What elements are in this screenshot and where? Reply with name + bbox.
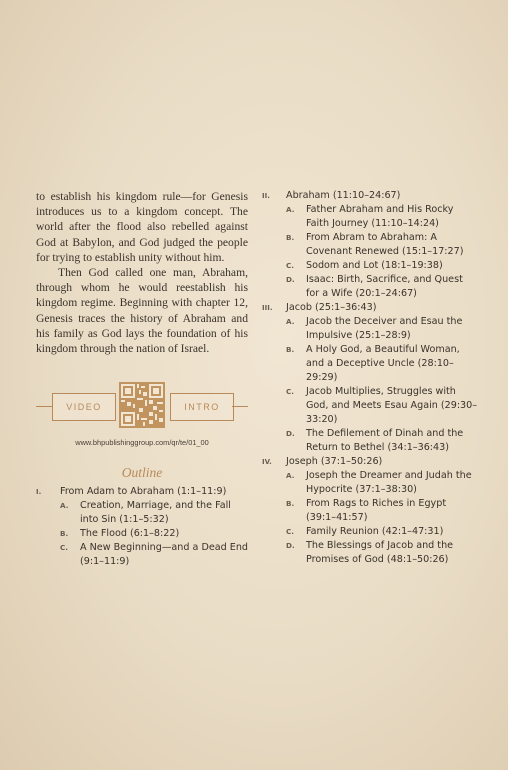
video-label: VIDEO [52, 393, 116, 421]
outline-letter: C. [60, 543, 69, 553]
outline-subitem [262, 539, 478, 567]
outline-letter: A. [286, 205, 295, 214]
outline-letter: D. [286, 429, 295, 438]
video-intro-banner[interactable] [36, 382, 248, 430]
outline-subitem-text: The Flood (6:1–8:22) [80, 528, 180, 540]
left-column [36, 189, 248, 569]
outline-item-1 [36, 485, 248, 499]
outline-letter: C. [286, 527, 295, 536]
outline-subitem-text: A New Beginning—and a Dead End (9:1–11:9) [80, 542, 248, 568]
outline-subitem [262, 525, 478, 539]
outline-subitem-text: The Blessings of Jacob and the Promises of God (48:1–50:26) [306, 540, 454, 565]
outline-section-3 [262, 301, 478, 455]
outline-subitem-text: A Holy God, a Beautiful Woman, and a Deceptive Uncle (28:10–29:29) [306, 344, 460, 383]
video-url[interactable]: www.bhpublishinggroup.com/qr/te/01_00 [75, 438, 209, 448]
outline-item-4 [262, 455, 478, 469]
intro-label: INTRO [170, 393, 234, 421]
outline-subitem-text: Jacob the Deceiver and Esau the Impulsive (25:1–28:9) [306, 316, 463, 341]
outline-numeral: III. [262, 304, 273, 312]
outline-letter: A. [286, 317, 295, 326]
outline-subitem [262, 343, 478, 385]
banner-line-right [232, 406, 248, 407]
outline-letter: D. [286, 541, 295, 550]
outline-section-2 [262, 189, 478, 301]
qr-code-icon[interactable] [119, 382, 165, 428]
right-column [262, 189, 478, 567]
outline-letter: D. [286, 275, 295, 284]
outline-letter: B. [60, 529, 69, 539]
outline-heading: Joseph (37:1–50:26) [286, 456, 383, 467]
outline-subitem [262, 273, 478, 301]
outline-subitem [262, 497, 478, 525]
outline-subitem-text: Jacob Multiplies, Struggles with God, and Meets Esau Again (29:30–33:20) [306, 386, 478, 425]
outline-subitem-text: Family Reunion (42:1–47:31) [306, 526, 444, 537]
outline-subitem-text: Father Abraham and His Rocky Faith Journey (11:10–14:24) [306, 204, 454, 229]
outline-subitem [262, 469, 478, 497]
outline-subitem [262, 427, 478, 455]
body-paragraph-1: to establish his kingdom rule—for Genesis introduces us to a kingdom concept. The world after the flood also rebelled against God at Babylon, and God judged the people for trying to establish unity without him. [36, 190, 248, 264]
outline-letter: B. [286, 233, 295, 242]
outline-letter: C. [286, 387, 295, 396]
outline-subitem [36, 499, 248, 527]
outline-numeral: IV. [262, 458, 272, 466]
outline-subitem-text: Creation, Marriage, and the Fall into Sin (1:1–5:32) [80, 500, 231, 526]
outline-letter: B. [286, 499, 295, 508]
outline-subitem [36, 541, 248, 569]
outline-subitem [36, 527, 248, 541]
outline-numeral: II. [262, 192, 270, 200]
outline-numeral: I. [36, 488, 42, 497]
outline-subitem-text: Isaac: Birth, Sacrifice, and Quest for a Wife (20:1–24:67) [306, 274, 463, 299]
outline-section-1 [36, 485, 248, 569]
outline-letter: C. [286, 261, 295, 270]
outline-subitem-text: Joseph the Dreamer and Judah the Hypocrite (37:1–38:30) [306, 470, 472, 495]
outline-subitem [262, 385, 478, 427]
outline-letter: B. [286, 345, 295, 354]
outline-heading: Jacob (25:1–36:43) [286, 302, 377, 313]
outline-subitem [262, 259, 478, 273]
outline-section-4 [262, 455, 478, 567]
banner-line-left [36, 406, 52, 407]
outline-heading: Abraham (11:10–24:67) [286, 190, 401, 201]
outline-item-3 [262, 301, 478, 315]
outline-item-2 [262, 189, 478, 203]
outline-letter: A. [60, 501, 69, 511]
outline-subitem-text: From Rags to Riches in Egypt (39:1–41:57) [306, 498, 447, 523]
outline-subitem-text: From Abram to Abraham: A Covenant Renewed (15:1–17:27) [306, 232, 464, 257]
outline-heading: From Adam to Abraham (1:1–11:9) [60, 486, 227, 498]
outline-subitem-text: Sodom and Lot (18:1–19:38) [306, 260, 443, 271]
outline-subitem-text: The Defilement of Dinah and the Return to Bethel (34:1–36:43) [306, 428, 464, 453]
outline-subitem [262, 315, 478, 343]
outline-letter: A. [286, 471, 295, 480]
outline-subitem [262, 203, 478, 231]
body-paragraph-2: Then God called one man, Abraham, through whom he would reestablish his kingdom regime. Beginning with chapter 12, Genesis traces the history of Abraham and his family as God lays the foundation of his kingdom through the nation of Israel. [36, 266, 248, 356]
outline-subitem [262, 231, 478, 259]
outline-title: Outline [121, 465, 163, 481]
